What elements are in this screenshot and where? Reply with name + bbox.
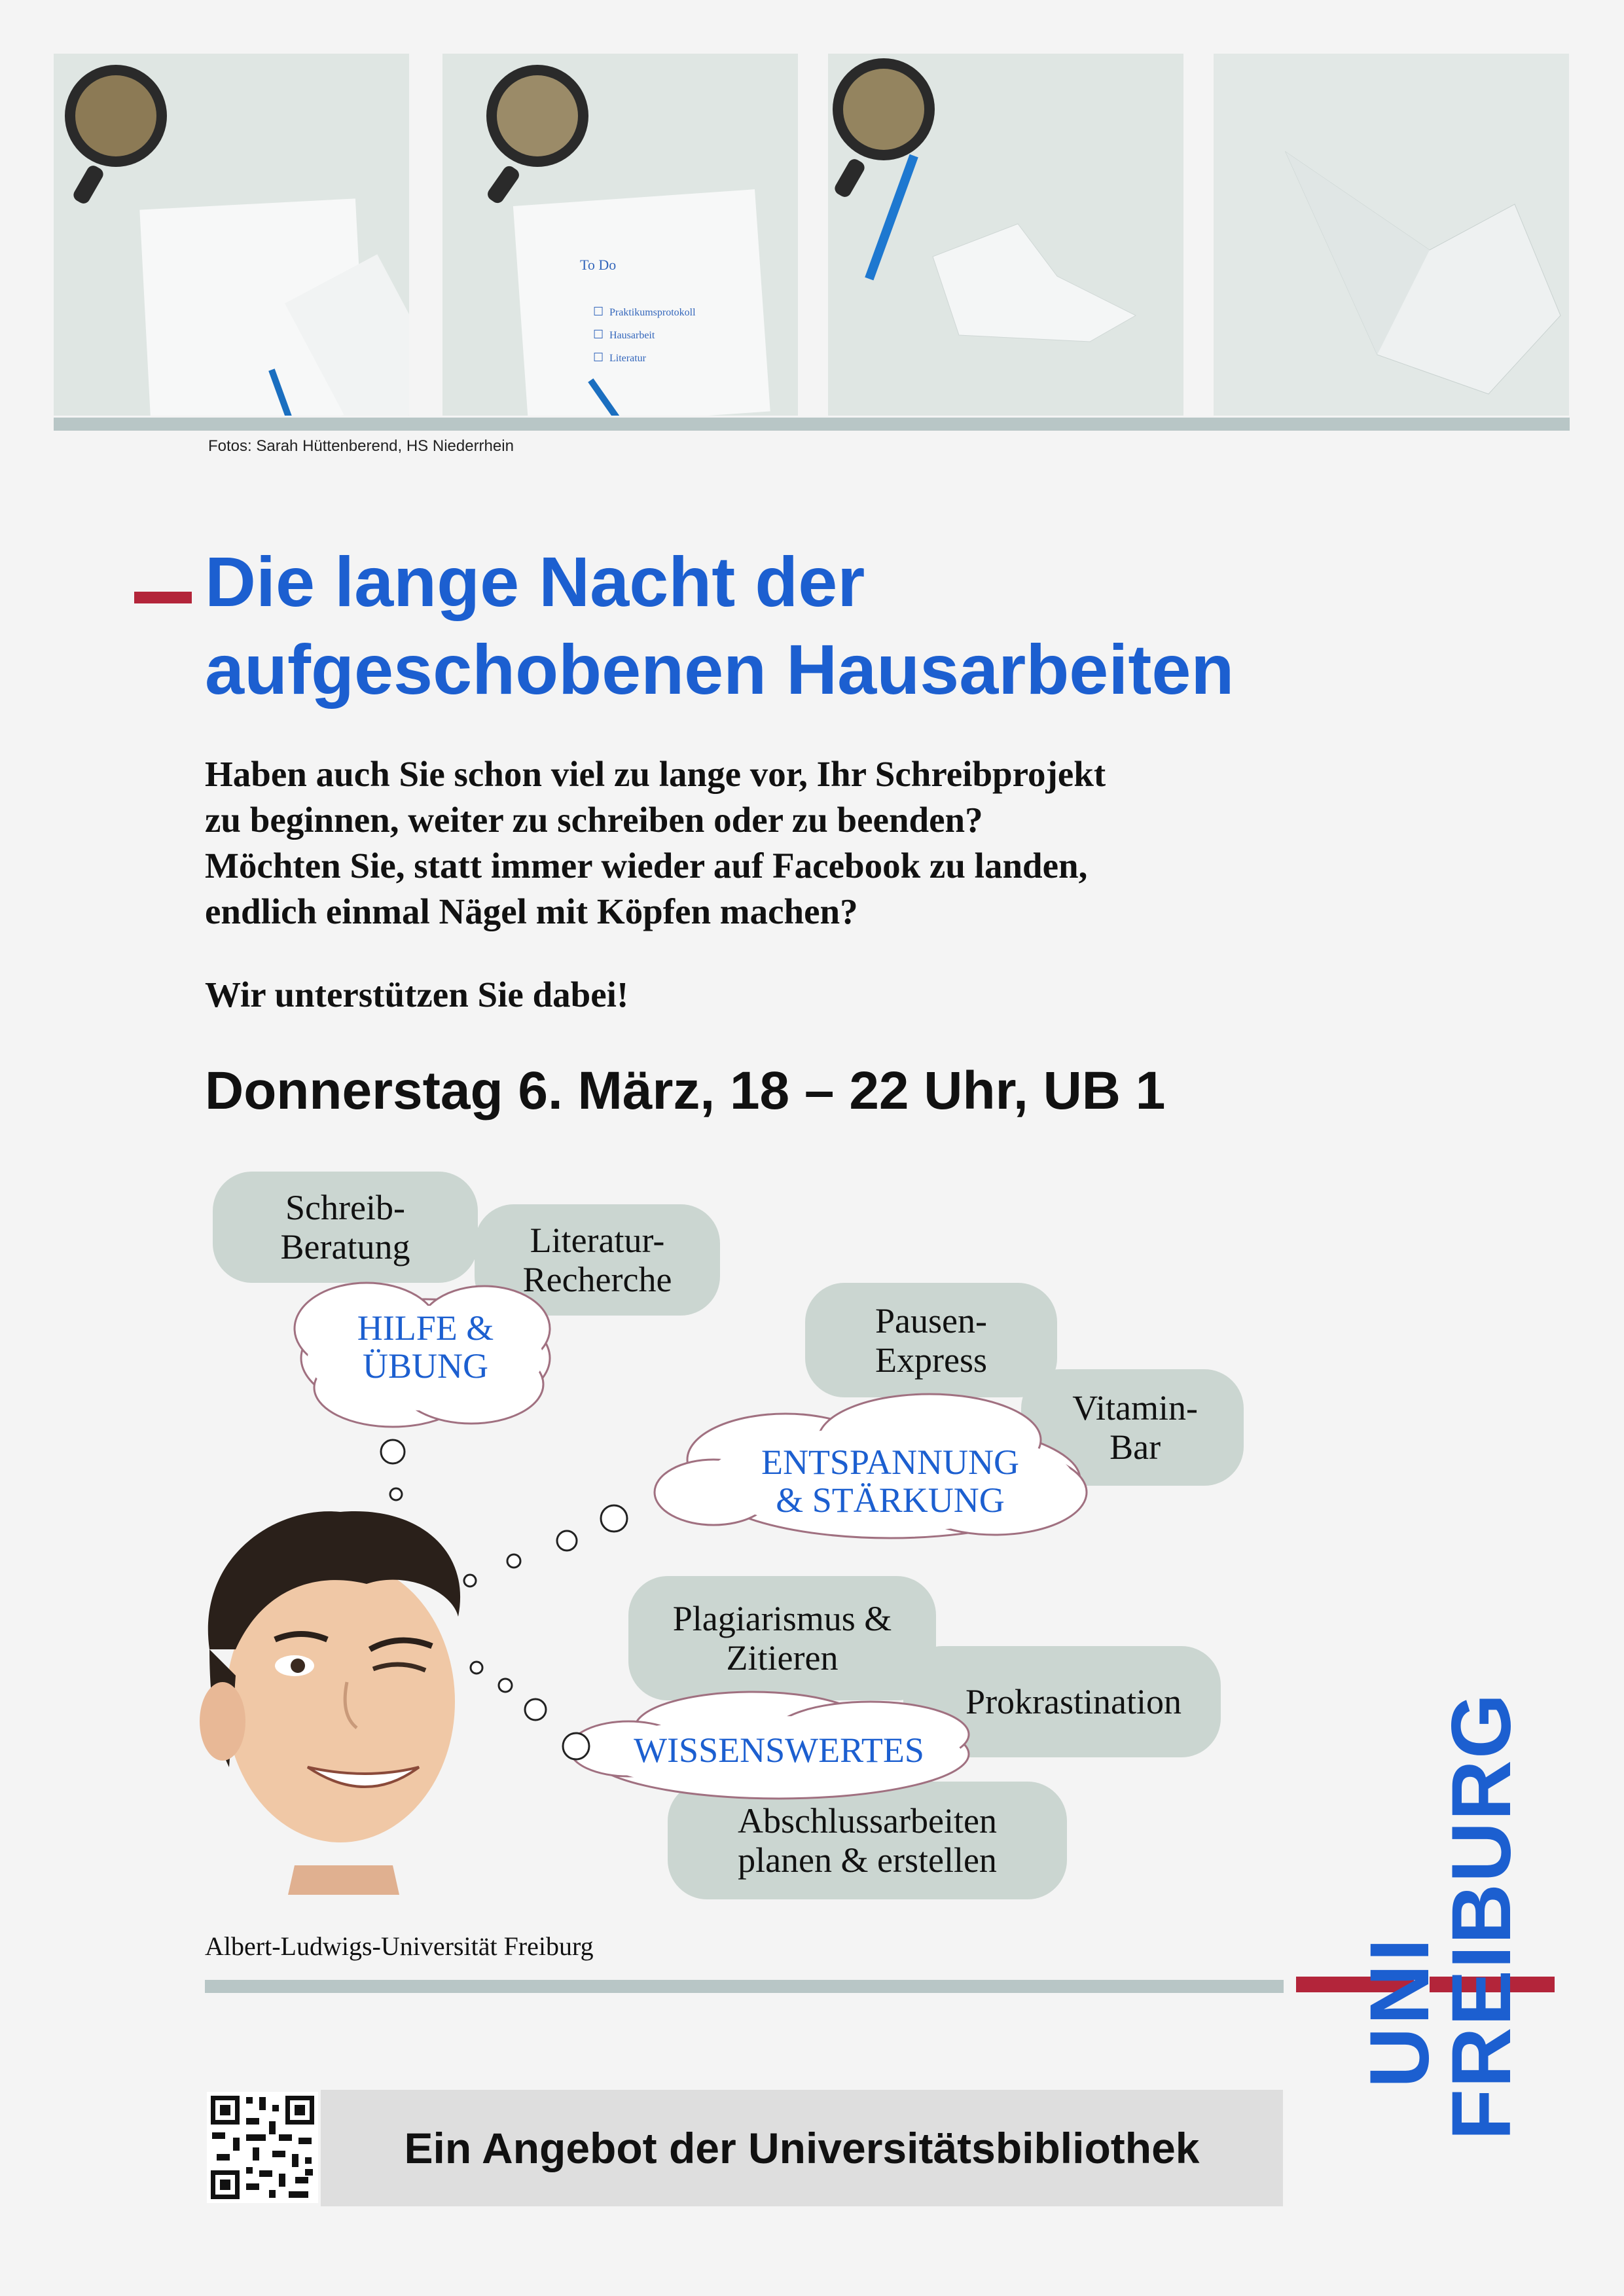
svg-text:Praktikumsprotokoll: Praktikumsprotokoll [609, 307, 696, 318]
svg-text:Literatur: Literatur [609, 353, 646, 364]
logo-freiburg: FREIBURG [1435, 1692, 1528, 2140]
photo-credit: Fotos: Sarah Hüttenberend, HS Niederrhein [208, 437, 514, 455]
title-line-2: aufgeschobenen Hausarbeiten [205, 630, 1235, 709]
cloud-entspannung-line1: ENTSPANNUNG [761, 1443, 1020, 1482]
svg-text:☐: ☐ [593, 305, 604, 318]
svg-text:To Do: To Do [580, 257, 617, 273]
bubble-literaturrecherche-line1: Literatur- [530, 1221, 665, 1260]
bubble-schreibberatung-line1: Schreib- [285, 1188, 405, 1227]
intro-line-3: Möchten Sie, statt immer wieder auf Facebook zu landen, [205, 846, 1088, 886]
bubble-pausenexpress-line2: Express [875, 1340, 987, 1380]
offer-text: Ein Angebot der Universitätsbibliothek [404, 2124, 1200, 2172]
cloud-hilfe-line1: HILFE & [357, 1308, 494, 1348]
bubble-prokrastination-text: Prokrastination [965, 1682, 1182, 1721]
cloud-hilfe-text [334, 1309, 517, 1385]
svg-text:☐: ☐ [593, 328, 604, 341]
university-name: Albert-Ludwigs-Universität Freiburg [205, 1931, 594, 1961]
intro-line-4: endlich einmal Nägel mit Köpfen machen? [205, 891, 858, 931]
offer-banner [321, 2090, 1283, 2206]
cloud-entspannung-line2: & STÄRKUNG [776, 1480, 1005, 1520]
cloud-wissenswertes-text: WISSENSWERTES [634, 1731, 924, 1770]
footer-bar [205, 1980, 1284, 1993]
title-line-1: Die lange Nacht der [205, 542, 865, 621]
bubble-abschlussarbeiten-line1: Abschlussarbeiten [738, 1801, 997, 1840]
intro-line-2: zu beginnen, weiter zu schreiben oder zu beenden? [205, 800, 983, 840]
cloud-entspannung-text [707, 1443, 1074, 1519]
intro-line-1: Haben auch Sie schon viel zu lange vor, Ihr Schreibprojekt [205, 754, 1106, 794]
cloud-hilfe-line2: ÜBUNG [362, 1346, 488, 1386]
face-illustration [200, 1511, 460, 1895]
bubble-plagiarismus-line1: Plagiarismus & [672, 1599, 892, 1638]
support-statement: Wir unterstützen Sie dabei! [205, 975, 629, 1014]
bubble-pausenexpress-line1: Pausen- [875, 1300, 987, 1340]
bubble-abschlussarbeiten-line2: planen & erstellen [738, 1840, 997, 1880]
bubble-plagiarismus-line2: Zitieren [726, 1638, 839, 1677]
qr-code [207, 2092, 318, 2203]
bubble-vitaminbar-line2: Bar [1110, 1427, 1161, 1467]
svg-text:Hausarbeit: Hausarbeit [609, 330, 655, 341]
bubble-schreibberatung-line2: Beratung [280, 1227, 410, 1266]
event-date: Donnerstag 6. März, 18 – 22 Uhr, UB 1 [205, 1061, 1166, 1121]
svg-text:☐: ☐ [593, 351, 604, 364]
bubble-literaturrecherche-line2: Recherche [522, 1260, 672, 1299]
logo-uni: UNI [1353, 1935, 1447, 2088]
bubble-vitaminbar-line1: Vitamin- [1072, 1388, 1198, 1427]
